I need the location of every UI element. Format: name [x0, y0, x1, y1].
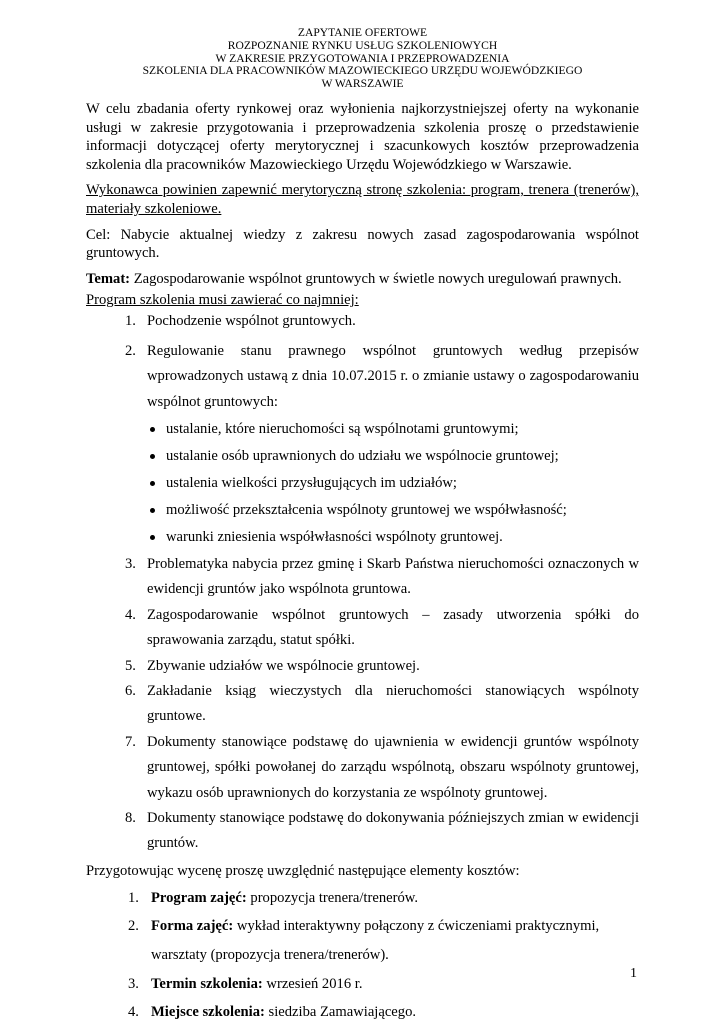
topic-paragraph	[86, 270, 639, 289]
sublist-item	[147, 524, 639, 550]
sublist-item-text: ustalenia wielkości przysługujących im udziałów;	[166, 474, 457, 491]
sublist-item-text: ustalanie osób uprawnionych do udziału we wspólnocie gruntowej;	[166, 447, 559, 464]
list-item-number: 4.	[125, 606, 136, 623]
sublist-item-text: ustalanie, które nieruchomości są wspólnotami gruntowymi;	[166, 420, 519, 437]
sublist-item	[147, 443, 639, 469]
intro-paragraph: W celu zbadania oferty rynkowej oraz wyłonienia najkorzystniejszej oferty na wykonanie usługi w zakresie przygotowania i przeprowadzenia szkolenia proszę o przedstawienie informacji dotyczącej oferty merytorycznej i szacunkowych kosztów przeprowadzenia szkolenia dla pracowników Mazowieckiego Urzędu Wojewódzkiego w Warszawie.	[86, 101, 639, 173]
sublist-item-text: warunki zniesienia współwłasności wspólnoty gruntowej.	[166, 528, 503, 545]
document-header	[0, 27, 725, 91]
cost-text: siedziba Zamawiającego.	[264, 1004, 417, 1021]
document-body	[86, 100, 639, 1027]
header-line-subtitle: ROZPOZNANIE RYNKU USŁUG SZKOLENIOWYCH	[227, 38, 498, 52]
list-item	[86, 552, 639, 603]
header-line-audience: SZKOLENIA DLA PRACOWNIKÓW MAZOWIECKIEGO URZĘDU WOJEWÓDZKIEGO	[142, 64, 583, 78]
cost-label: Forma zajęć:	[151, 918, 234, 935]
list-item-number: 2.	[128, 918, 139, 935]
bullet-icon	[150, 508, 155, 513]
list-item-number: 5.	[125, 657, 136, 674]
list-item	[86, 339, 639, 550]
header-line-title: ZAPYTANIE OFERTOWE	[297, 26, 428, 39]
list-item-number: 7.	[125, 733, 136, 750]
list-item-text: Regulowanie stanu prawnego wspólnot gruntowych według przepisów wprowadzonych ustawą z dnia 10.07.2015 r. o zmianie ustawy o zagospodarowaniu wspólnot gruntowych:	[147, 342, 639, 410]
topic-label: Temat:	[86, 270, 131, 287]
list-item-number: 8.	[125, 810, 136, 827]
sublist-item	[147, 497, 639, 523]
list-item	[86, 654, 639, 679]
list-item-number: 3.	[125, 555, 136, 572]
header-line-city: W WARSZAWIE	[321, 77, 404, 91]
list-item-text: Dokumenty stanowiące podstawę do dokonywania późniejszych zmian w ewidencji gruntów.	[147, 810, 639, 852]
cost-text: propozycja trenera/trenerów.	[246, 889, 418, 906]
bullet-icon	[150, 481, 155, 486]
list-item	[86, 730, 639, 806]
list-item-text: Pochodzenie wspólnot gruntowych.	[147, 313, 356, 330]
list-item-text: Problematyka nabycia przez gminę i Skarb Państwa nieruchomości oznaczonych w ewidencji gruntów jako wspólnota gruntowa.	[147, 555, 639, 598]
list-item	[86, 806, 639, 857]
list-item	[86, 603, 639, 654]
costs-list	[86, 884, 639, 1027]
topic-text: Zagospodarowanie wspólnot gruntowych w świetle nowych uregulowań prawnych.	[130, 270, 622, 287]
cost-text: wrzesień 2016 r.	[262, 975, 363, 992]
header-line-scope: W ZAKRESIE PRZYGOTOWANIA I PRZEPROWADZENIA	[215, 51, 510, 65]
sublist-item	[147, 416, 639, 442]
list-item-number: 3.	[128, 975, 139, 992]
program-sublist	[147, 416, 639, 550]
list-item-number: 2.	[125, 342, 136, 359]
costs-intro: Przygotowując wycenę proszę uwzględnić następujące elementy kosztów:	[86, 862, 520, 879]
list-item	[86, 679, 639, 730]
cost-text: wykład interaktywny połączony z ćwiczeniami praktycznymi, warsztaty (propozycja trenera/trenerów).	[151, 918, 600, 964]
list-item	[86, 912, 639, 969]
goal-paragraph: Cel: Nabycie aktualnej wiedzy z zakresu nowych zasad zagospodarowania wspólnot gruntowych.	[86, 226, 639, 262]
list-item-text: Dokumenty stanowiące podstawę do ujawnienia w ewidencji gruntów wspólnoty gruntowej, spółki powołanej do zarządu wspólnotą, obszaru wspólnoty gruntowej, wykazu osób uprawnionych do korzystania ze wspólnoty gruntowej.	[147, 733, 639, 801]
bullet-icon	[150, 427, 155, 432]
list-item	[86, 998, 639, 1027]
list-item	[86, 309, 639, 334]
list-item-text: Zakładanie ksiąg wieczystych dla nieruchomości stanowiących wspólnoty gruntowe.	[147, 683, 639, 725]
program-heading: Program szkolenia musi zawierać co najmniej:	[86, 292, 359, 309]
bullet-icon	[150, 535, 155, 540]
list-item-text: Zagospodarowanie wspólnot gruntowych – zasady utworzenia spółki do sprawowania zarządu, statut spółki.	[147, 606, 639, 649]
cost-label: Miejsce szkolenia:	[151, 1004, 265, 1021]
sublist-item-text: możliwość przekształcenia wspólnoty gruntowej we współwłasność;	[166, 501, 567, 518]
list-item-number: 4.	[128, 1004, 139, 1021]
list-item-number: 6.	[125, 683, 136, 699]
list-item	[86, 970, 639, 999]
list-item-number: 1.	[125, 313, 136, 330]
bullet-icon	[150, 454, 155, 459]
list-item	[86, 884, 639, 913]
page-number: 1	[630, 966, 637, 981]
sublist-item	[147, 470, 639, 496]
cost-label: Termin szkolenia:	[151, 975, 263, 992]
program-list	[86, 309, 639, 857]
contractor-paragraph: Wykonawca powinien zapewnić merytoryczną stronę szkolenia: program, trenera (trenerów), materiały szkoleniowe.	[86, 182, 639, 217]
list-item-number: 1.	[128, 889, 139, 906]
cost-label: Program zajęć:	[151, 889, 247, 906]
list-item-text: Zbywanie udziałów we wspólnocie gruntowej.	[147, 657, 420, 674]
